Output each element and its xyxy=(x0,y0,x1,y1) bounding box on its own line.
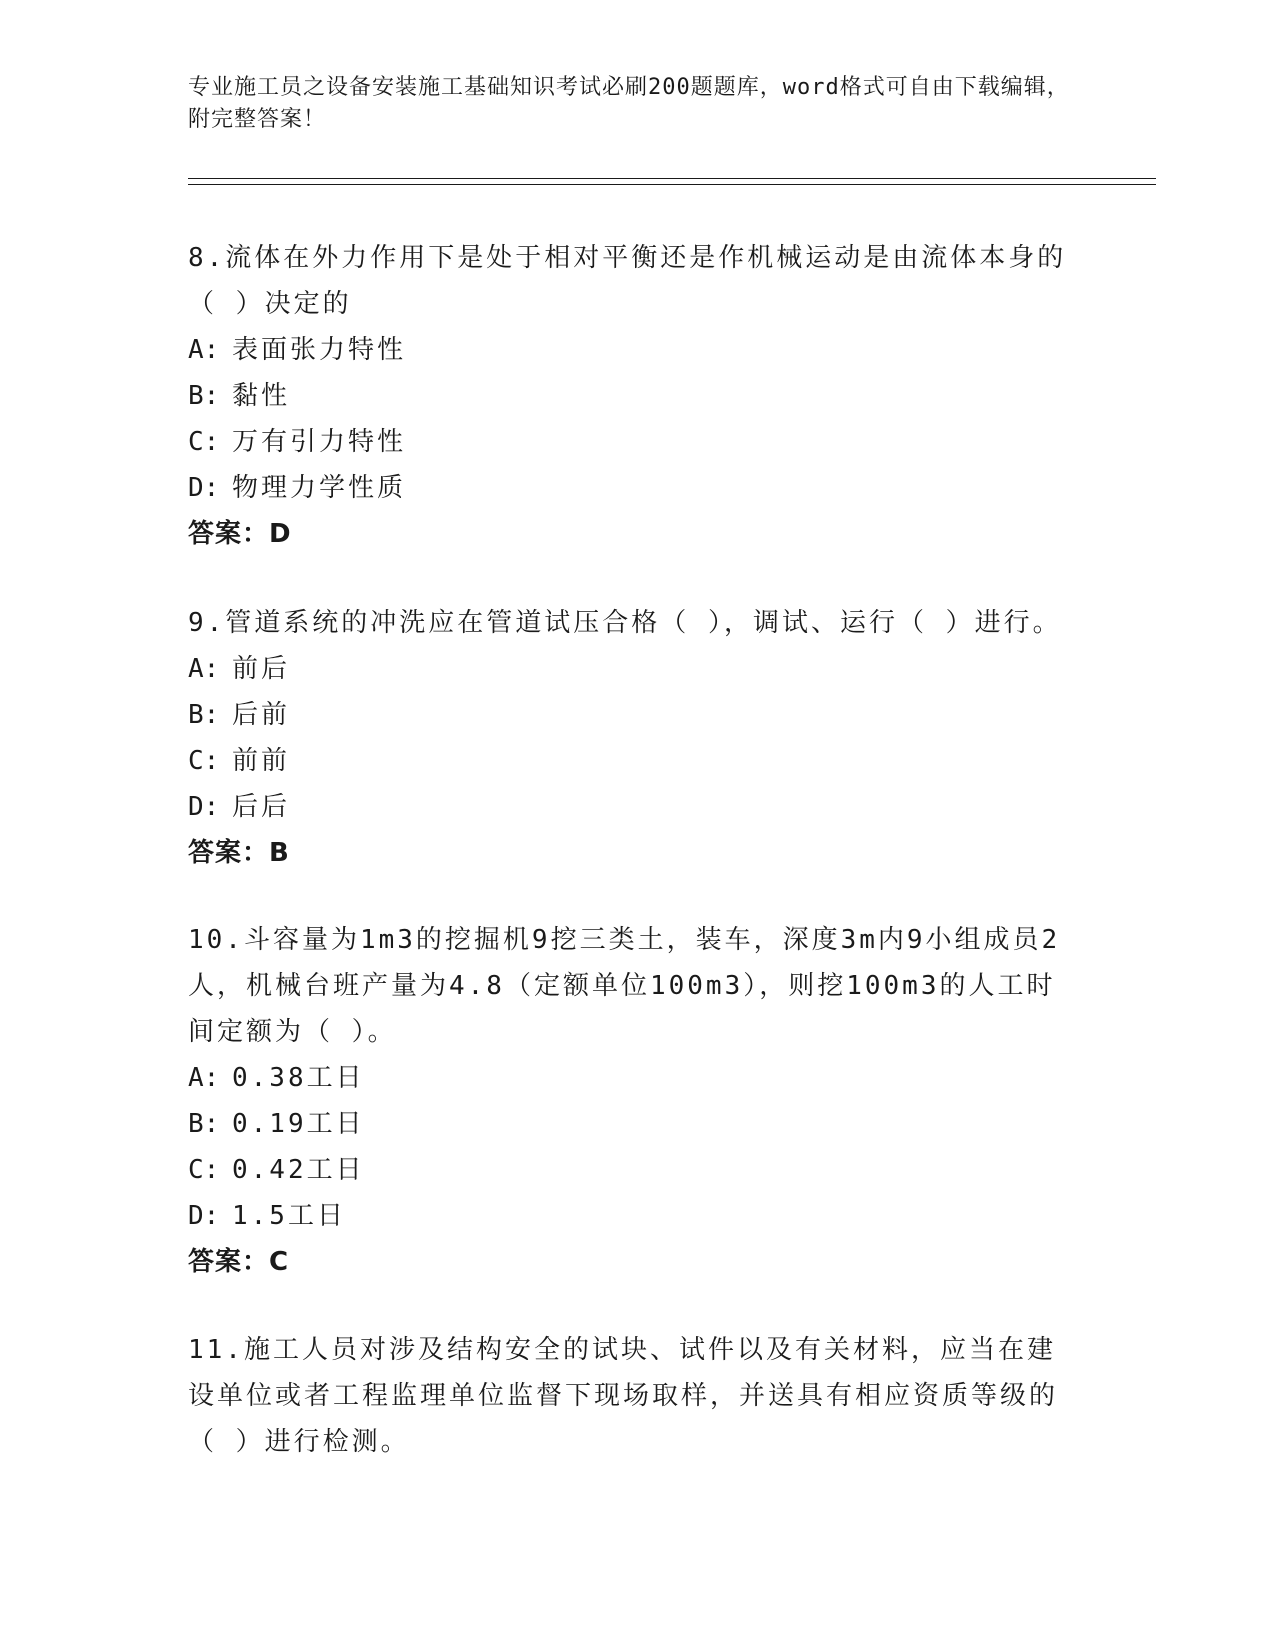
option-letter: B: xyxy=(188,1109,220,1139)
header-rule-bottom xyxy=(188,184,1156,185)
option-b xyxy=(188,1101,1078,1147)
option-a xyxy=(188,646,1078,692)
option-text: 后前 xyxy=(232,700,291,730)
option-text: 前前 xyxy=(232,746,291,776)
option-letter: A: xyxy=(188,335,220,365)
option-text: 万有引力特性 xyxy=(232,427,407,457)
option-letter: A: xyxy=(188,654,220,684)
option-a xyxy=(188,1055,1078,1101)
option-letter: C: xyxy=(188,1155,220,1185)
option-a xyxy=(188,327,1078,373)
question-10 xyxy=(188,917,1078,1285)
option-c xyxy=(188,419,1078,465)
option-b xyxy=(188,692,1078,738)
option-letter: D: xyxy=(188,473,220,503)
question-stem: 11.施工人员对涉及结构安全的试块、试件以及有关材料，应当在建设单位或者工程监理单位监督下现场取样，并送具有相应资质等级的（ ）进行检测。 xyxy=(188,1335,1059,1457)
option-text: 表面张力特性 xyxy=(232,335,407,365)
option-text: 前后 xyxy=(232,654,291,684)
document-header: 专业施工员之设备安装施工基础知识考试必刷200题题库，word格式可自由下载编辑，附完整答案！ xyxy=(188,75,1070,132)
option-text: 后后 xyxy=(232,792,291,822)
question-11 xyxy=(188,1327,1078,1465)
option-c xyxy=(188,738,1078,784)
option-c xyxy=(188,1147,1078,1193)
option-b xyxy=(188,373,1078,419)
question-stem: 8.流体在外力作用下是处于相对平衡还是作机械运动是由流体本身的（ ）决定的 xyxy=(188,243,1067,319)
answer-line: 答案：B xyxy=(188,838,290,868)
answer-line: 答案：C xyxy=(188,1247,290,1277)
option-letter: A: xyxy=(188,1063,220,1093)
option-d xyxy=(188,1193,1078,1239)
option-d xyxy=(188,465,1078,511)
option-letter: C: xyxy=(188,746,220,776)
option-text: 1.5工日 xyxy=(232,1201,346,1231)
option-d xyxy=(188,784,1078,830)
question-8 xyxy=(188,235,1078,557)
option-text: 物理力学性质 xyxy=(232,473,407,503)
header-rule-top xyxy=(188,178,1156,179)
option-text: 0.19工日 xyxy=(232,1109,365,1139)
question-stem: 10.斗容量为1m3的挖掘机9挖三类土，装车，深度3m内9小组成员2人，机械台班产量为4.8（定额单位100m3），则挖100m3的人工时间定额为（ ）。 xyxy=(188,925,1061,1047)
option-letter: D: xyxy=(188,1201,220,1231)
option-letter: D: xyxy=(188,792,220,822)
option-letter: B: xyxy=(188,381,220,411)
option-text: 0.38工日 xyxy=(232,1063,365,1093)
option-letter: B: xyxy=(188,700,220,730)
question-stem: 9.管道系统的冲洗应在管道试压合格（ ），调试、运行（ ）进行。 xyxy=(188,608,1062,638)
question-9 xyxy=(188,600,1078,876)
answer-line: 答案：D xyxy=(188,519,292,549)
option-text: 0.42工日 xyxy=(232,1155,365,1185)
option-letter: C: xyxy=(188,427,220,457)
option-text: 黏性 xyxy=(232,381,291,411)
